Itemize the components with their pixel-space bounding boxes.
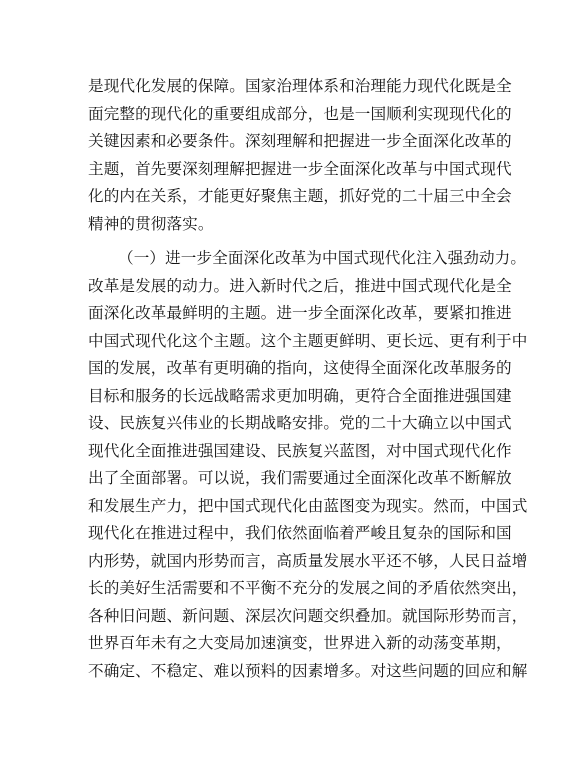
document-body: [88, 73, 528, 685]
text-line: 世界百年未有之大变局加速演变，世界进入新的动荡变革期，: [88, 634, 512, 652]
text-line: 现代化在推进过程中，我们依然面临着严峻且复杂的国际和国: [88, 524, 512, 542]
text-line: 设、民族复兴伟业的长期战略安排。党的二十大确立以中国式: [88, 414, 512, 432]
text-line: 不确定、不稳定、难以预料的因素增多。对这些问题的回应和解: [88, 661, 528, 680]
text-line: 各种旧问题、新问题、深层次问题交织叠加。就国际形势而言，: [88, 606, 528, 625]
text-line: 改革是发展的动力。进入新时代之后，推进中国式现代化是全: [88, 276, 512, 295]
text-line: 出了全面部署。可以说，我们需要通过全面深化改革不断解放: [88, 469, 512, 487]
text-line: 长的美好生活需要和不平衡不充分的发展之间的矛盾依然突出，: [88, 579, 528, 597]
text-line: 和发展生产力，把中国式现代化由蓝图变为现实。然而，中国式: [88, 496, 528, 515]
text-line: 面深化改革最鲜明的主题。进一步全面深化改革，要紧扣推进: [88, 304, 512, 322]
paragraph-2: [88, 245, 528, 685]
text-line: 中国式现代化这个主题。这个主题更鲜明、更长远、更有利于中: [88, 331, 528, 350]
text-line: 是现代化发展的保障。国家治理体系和治理能力现代化既是全: [88, 77, 512, 95]
text-line: 目标和服务的长远战略需求更加明确，更符合全面推进强国建: [88, 386, 512, 405]
text-line: 内形势，就国内形势而言，高质量发展水平还不够，人民日益增: [88, 551, 528, 570]
text-line: 化的内在关系，才能更好聚焦主题，抓好党的二十届三中全会: [88, 187, 512, 205]
text-line: 关键因素和必要条件。深刻理解和把握进一步全面深化改革的: [88, 132, 512, 150]
text-line: 面完整的现代化的重要组成部分，也是一国顺利实现现代化的: [88, 104, 512, 123]
paragraph-1: [88, 73, 512, 238]
section-heading-line: （一）进一步全面深化改革为中国式现代化注入强劲动力。: [118, 249, 527, 267]
text-line: 主题，首先要深刻理解把握进一步全面深化改革与中国式现代: [88, 159, 512, 178]
text-line: 精神的贯彻落实。: [88, 214, 214, 233]
text-line: 现代化全面推进强国建设、民族复兴蓝图，对中国式现代化作: [88, 441, 512, 460]
text-line: 国的发展，改革有更明确的指向，这使得全面深化改革服务的: [88, 359, 512, 377]
paragraph-spacer: [88, 238, 508, 245]
